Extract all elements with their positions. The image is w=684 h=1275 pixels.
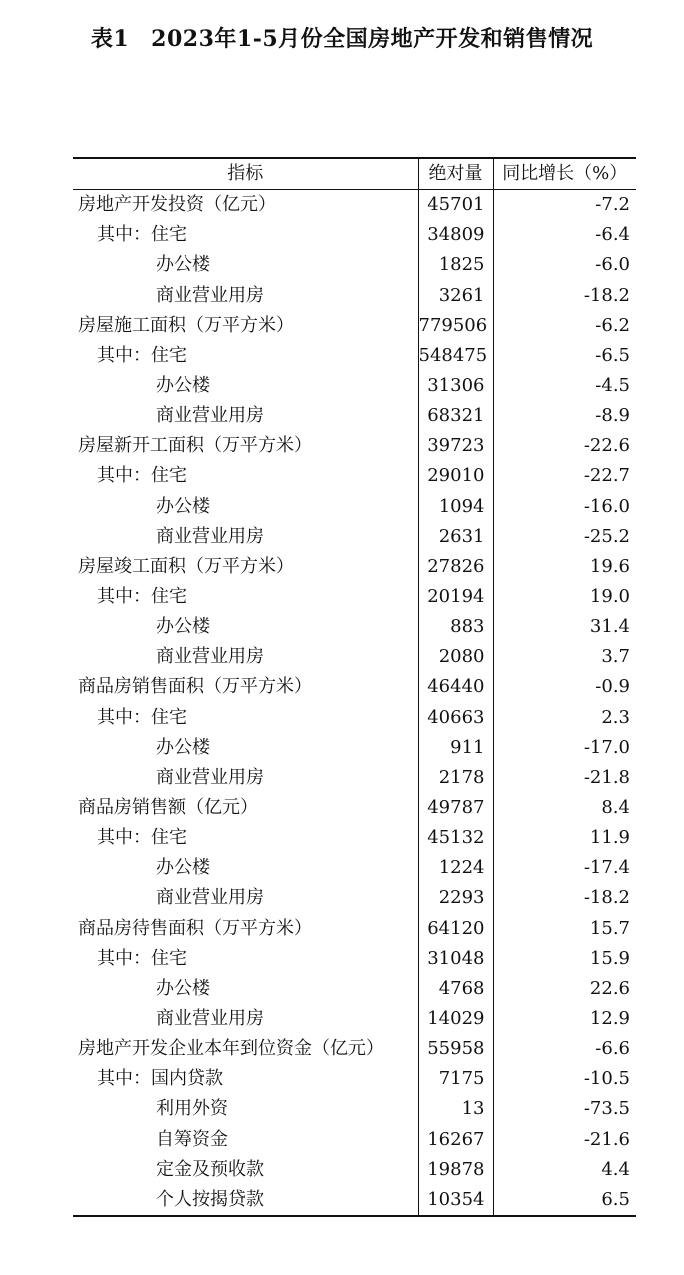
row-absolute-value: 19878: [418, 1155, 493, 1185]
data-table-container: [73, 157, 636, 1217]
table-row: [73, 703, 636, 733]
table-row: [73, 1064, 636, 1094]
row-indicator-name: 其中：住宅: [97, 224, 187, 246]
table-row: [73, 1125, 636, 1155]
table-row: [73, 281, 636, 311]
page-title: [0, 22, 684, 53]
row-absolute-value: 16267: [418, 1125, 493, 1155]
row-absolute-value: 45701: [418, 190, 493, 221]
table-row: [73, 341, 636, 371]
table-body: [73, 190, 636, 1215]
table-row: [73, 883, 636, 913]
row-absolute-value: 1094: [418, 492, 493, 522]
row-indicator-name: 商业营业用房: [156, 887, 264, 909]
row-yoy-growth: -22.6: [493, 431, 636, 461]
table-row: [73, 311, 636, 341]
table-row: [73, 642, 636, 672]
row-yoy-growth: -17.4: [493, 853, 636, 883]
row-absolute-value: 31306: [418, 371, 493, 401]
row-indicator-name: 商品房销售额（亿元）: [78, 797, 258, 819]
table-header-row: [73, 159, 636, 190]
row-absolute-value: 40663: [418, 703, 493, 733]
row-absolute-value: 2178: [418, 763, 493, 793]
row-indicator-name: 办公楼: [156, 736, 210, 758]
row-indicator-name: 自筹资金: [156, 1128, 228, 1150]
row-indicator-name: 商业营业用房: [156, 766, 264, 788]
row-yoy-growth: 15.7: [493, 914, 636, 944]
table-row: [73, 733, 636, 763]
row-indicator-name: 房屋新开工面积（万平方米）: [78, 435, 312, 457]
row-indicator-name: 个人按揭贷款: [156, 1188, 264, 1210]
row-yoy-growth: -17.0: [493, 733, 636, 763]
row-indicator-name: 其中：住宅: [97, 706, 187, 728]
table-row: [73, 612, 636, 642]
row-yoy-growth: 19.6: [493, 552, 636, 582]
row-indicator-name: 商业营业用房: [156, 525, 264, 547]
row-indicator-name: 商业营业用房: [156, 1008, 264, 1029]
table-row: [73, 522, 636, 552]
row-yoy-growth: -22.7: [493, 461, 636, 491]
row-absolute-value: 45132: [418, 823, 493, 853]
row-absolute-value: 2080: [418, 642, 493, 672]
header-absolute: 绝对量: [418, 159, 493, 190]
row-absolute-value: 2631: [418, 522, 493, 552]
row-yoy-growth: -0.9: [493, 672, 636, 702]
row-absolute-value: 34809: [418, 220, 493, 250]
table-row: [73, 1034, 636, 1064]
row-absolute-value: 20194: [418, 582, 493, 612]
row-indicator-name: 商品房待售面积（万平方米）: [78, 917, 312, 939]
table-row: [73, 190, 636, 221]
row-yoy-growth: 2.3: [493, 703, 636, 733]
row-yoy-growth: 6.5: [493, 1185, 636, 1215]
table-number: 表1: [90, 26, 130, 52]
table-row: [73, 1155, 636, 1185]
row-indicator-name: 利用外资: [156, 1098, 228, 1120]
row-indicator-name: 商业营业用房: [156, 405, 264, 427]
row-indicator-name: 其中：住宅: [97, 344, 187, 366]
row-indicator-name: 房地产开发企业本年到位资金（亿元）: [78, 1038, 384, 1060]
row-yoy-growth: -6.5: [493, 341, 636, 371]
row-indicator-name: 房屋竣工面积（万平方米）: [78, 555, 294, 577]
header-yoy-growth: 同比增长（%）: [493, 159, 636, 190]
row-yoy-growth: -6.4: [493, 220, 636, 250]
row-yoy-growth: -18.2: [493, 883, 636, 913]
table-row: [73, 672, 636, 702]
row-absolute-value: 14029: [418, 1004, 493, 1034]
row-absolute-value: 64120: [418, 914, 493, 944]
row-yoy-growth: 15.9: [493, 944, 636, 974]
row-absolute-value: 27826: [418, 552, 493, 582]
row-yoy-growth: 8.4: [493, 793, 636, 823]
table-row: [73, 582, 636, 612]
table-row: [73, 220, 636, 250]
table-row: [73, 371, 636, 401]
row-indicator-name: 房地产开发投资（亿元）: [78, 194, 276, 216]
row-indicator-name: 其中：住宅: [97, 465, 187, 487]
row-indicator-name: 其中：住宅: [97, 827, 187, 849]
row-yoy-growth: -73.5: [493, 1094, 636, 1124]
row-absolute-value: 3261: [418, 281, 493, 311]
data-table: [73, 159, 636, 1215]
row-yoy-growth: 3.7: [493, 642, 636, 672]
row-absolute-value: 4768: [418, 974, 493, 1004]
row-indicator-name: 房屋施工面积（万平方米）: [78, 314, 294, 336]
row-yoy-growth: -10.5: [493, 1064, 636, 1094]
row-indicator-name: 商业营业用房: [156, 646, 264, 668]
row-absolute-value: 1825: [418, 250, 493, 280]
row-absolute-value: 883: [418, 612, 493, 642]
table-row: [73, 401, 636, 431]
table-row: [73, 461, 636, 491]
row-indicator-name: 其中：住宅: [97, 586, 187, 608]
row-yoy-growth: -21.8: [493, 763, 636, 793]
table-row: [73, 1004, 636, 1034]
header-indicator: 指标: [73, 159, 418, 190]
row-indicator-name: 商品房销售面积（万平方米）: [78, 676, 312, 698]
table-row: [73, 853, 636, 883]
row-absolute-value: 911: [418, 733, 493, 763]
table-row: [73, 431, 636, 461]
row-indicator-name: 办公楼: [156, 375, 210, 397]
row-yoy-growth: -25.2: [493, 522, 636, 552]
row-indicator-name: 商业营业用房: [156, 284, 264, 306]
table-title-text: 2023年1-5月份全国房地产开发和销售情况: [151, 26, 594, 52]
row-yoy-growth: -6.6: [493, 1034, 636, 1064]
table-row: [73, 944, 636, 974]
row-indicator-name: 定金及预收款: [156, 1158, 264, 1180]
table-row: [73, 250, 636, 280]
row-yoy-growth: 11.9: [493, 823, 636, 853]
table-row: [73, 1185, 636, 1215]
row-absolute-value: 39723: [418, 431, 493, 461]
row-yoy-growth: -16.0: [493, 492, 636, 522]
row-absolute-value: 779506: [418, 311, 493, 341]
table-row: [73, 492, 636, 522]
row-yoy-growth: -18.2: [493, 281, 636, 311]
row-yoy-growth: -6.0: [493, 250, 636, 280]
row-absolute-value: 13: [418, 1094, 493, 1124]
row-absolute-value: 55958: [418, 1034, 493, 1064]
table-row: [73, 552, 636, 582]
row-indicator-name: 其中：住宅: [97, 947, 187, 969]
row-absolute-value: 548475: [418, 341, 493, 371]
table-bottom-rule: [73, 1215, 636, 1217]
table-row: [73, 914, 636, 944]
row-absolute-value: 1224: [418, 853, 493, 883]
row-yoy-growth: 31.4: [493, 612, 636, 642]
row-indicator-name: 办公楼: [156, 857, 210, 879]
row-absolute-value: 2293: [418, 883, 493, 913]
row-absolute-value: 31048: [418, 944, 493, 974]
row-absolute-value: 49787: [418, 793, 493, 823]
row-indicator-name: 其中：国内贷款: [97, 1068, 223, 1090]
row-yoy-growth: -7.2: [493, 190, 636, 221]
row-indicator-name: 办公楼: [156, 616, 210, 638]
row-indicator-name: 办公楼: [156, 495, 210, 517]
row-yoy-growth: 22.6: [493, 974, 636, 1004]
row-yoy-growth: -8.9: [493, 401, 636, 431]
table-row: [73, 763, 636, 793]
row-absolute-value: 7175: [418, 1064, 493, 1094]
row-yoy-growth: 4.4: [493, 1155, 636, 1185]
table-row: [73, 793, 636, 823]
row-yoy-growth: 12.9: [493, 1004, 636, 1034]
row-yoy-growth: 19.0: [493, 582, 636, 612]
row-absolute-value: 10354: [418, 1185, 493, 1215]
row-absolute-value: 46440: [418, 672, 493, 702]
table-row: [73, 823, 636, 853]
row-yoy-growth: -4.5: [493, 371, 636, 401]
table-row: [73, 974, 636, 1004]
row-yoy-growth: -21.6: [493, 1125, 636, 1155]
row-absolute-value: 29010: [418, 461, 493, 491]
row-indicator-name: 办公楼: [156, 977, 210, 999]
table-row: [73, 1094, 636, 1124]
row-absolute-value: 68321: [418, 401, 493, 431]
row-indicator-name: 办公楼: [156, 254, 210, 276]
row-yoy-growth: -6.2: [493, 311, 636, 341]
